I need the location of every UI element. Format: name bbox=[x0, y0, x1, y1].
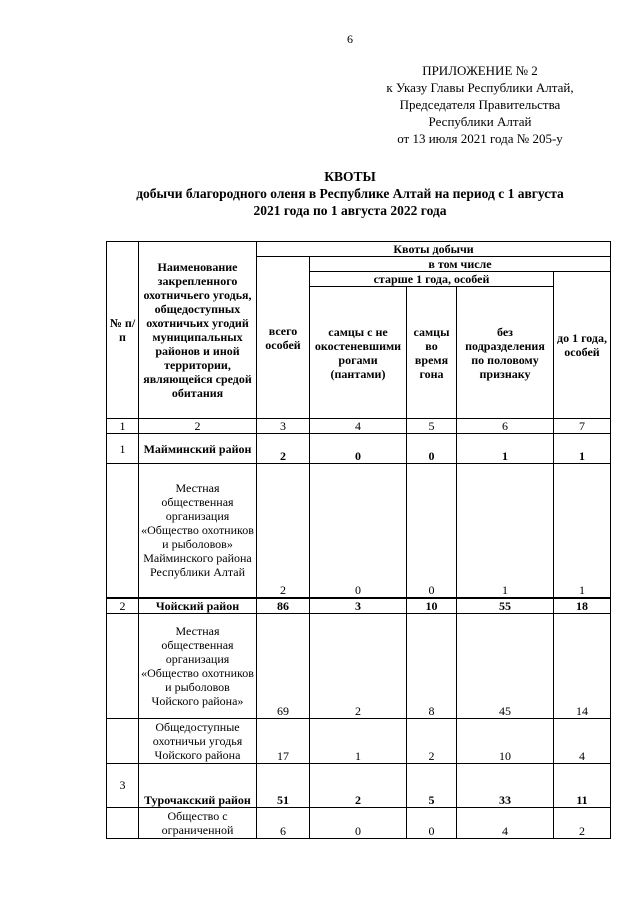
column-number: 4 bbox=[310, 419, 407, 434]
header-including: в том числе bbox=[310, 257, 611, 272]
row-males-rut: 0 bbox=[407, 807, 457, 838]
row-no-sex: 1 bbox=[457, 434, 554, 464]
row-num: 3 bbox=[107, 763, 139, 807]
row-under-one: 1 bbox=[554, 434, 611, 464]
row-males-antlers: 3 bbox=[310, 598, 407, 614]
header-total: всего особей bbox=[257, 257, 310, 419]
table-row bbox=[107, 464, 611, 598]
header-name: Наименование закрепленного охотничьего угодья, общедоступных охотничьих угодий муниципальных районов и иной территории, являющейся средой обитания bbox=[139, 242, 257, 419]
row-total: 51 bbox=[257, 763, 310, 807]
row-no-sex: 55 bbox=[457, 598, 554, 614]
header-males-antlers: самцы с не окостеневшими рогами (пантами) bbox=[310, 287, 407, 419]
row-under-one: 18 bbox=[554, 598, 611, 614]
row-total: 2 bbox=[257, 434, 310, 464]
header-older: старше 1 года, особей bbox=[310, 272, 554, 287]
row-num bbox=[107, 807, 139, 838]
column-number: 6 bbox=[457, 419, 554, 434]
row-num: 2 bbox=[107, 598, 139, 614]
title-heading: КВОТЫ bbox=[324, 169, 376, 184]
row-no-sex: 45 bbox=[457, 613, 554, 718]
row-males-antlers: 2 bbox=[310, 763, 407, 807]
row-no-sex: 1 bbox=[457, 464, 554, 598]
row-num bbox=[107, 613, 139, 718]
row-males-rut: 10 bbox=[407, 598, 457, 614]
document-title bbox=[100, 168, 600, 219]
row-total: 6 bbox=[257, 807, 310, 838]
header-under-one: до 1 года, особей bbox=[554, 272, 611, 419]
row-no-sex: 10 bbox=[457, 718, 554, 763]
row-num: 1 bbox=[107, 434, 139, 464]
appendix-line: Республики Алтай bbox=[428, 114, 532, 129]
row-under-one: 2 bbox=[554, 807, 611, 838]
column-number: 5 bbox=[407, 419, 457, 434]
appendix-line: от 13 июля 2021 года № 205-у bbox=[397, 131, 563, 146]
row-under-one: 4 bbox=[554, 718, 611, 763]
row-name: Чойский район bbox=[139, 598, 257, 614]
row-num bbox=[107, 464, 139, 598]
column-number: 1 bbox=[107, 419, 139, 434]
appendix-line: ПРИЛОЖЕНИЕ № 2 bbox=[422, 63, 538, 78]
row-males-antlers: 1 bbox=[310, 718, 407, 763]
column-number: 2 bbox=[139, 419, 257, 434]
table-row bbox=[107, 598, 611, 614]
title-period: 2021 года по 1 августа 2022 года bbox=[253, 203, 447, 218]
quota-table bbox=[106, 241, 611, 839]
row-males-rut: 0 bbox=[407, 434, 457, 464]
row-males-rut: 8 bbox=[407, 613, 457, 718]
row-name: Местная общественная организация «Общество охотников и рыболовов Чойского района» bbox=[139, 613, 257, 718]
row-total: 17 bbox=[257, 718, 310, 763]
header-males-rut: самцы во время гона bbox=[407, 287, 457, 419]
row-no-sex: 4 bbox=[457, 807, 554, 838]
row-total: 86 bbox=[257, 598, 310, 614]
row-males-rut: 0 bbox=[407, 464, 457, 598]
appendix-block bbox=[330, 62, 630, 147]
column-number: 7 bbox=[554, 419, 611, 434]
row-name: Местная общественная организация «Общество охотников и рыболовов» Майминского района Республики Алтай bbox=[139, 464, 257, 598]
header-num: № п/п bbox=[107, 242, 139, 419]
row-total: 69 bbox=[257, 613, 310, 718]
table-row bbox=[107, 718, 611, 763]
row-males-rut: 2 bbox=[407, 718, 457, 763]
row-num bbox=[107, 718, 139, 763]
table-row bbox=[107, 763, 611, 807]
row-name: Общедоступные охотничьи угодья Чойского района bbox=[139, 718, 257, 763]
appendix-line: к Указу Главы Республики Алтай, bbox=[386, 80, 574, 95]
row-name: Турочакский район bbox=[139, 763, 257, 807]
row-under-one: 11 bbox=[554, 763, 611, 807]
row-name: Общество с ограниченной bbox=[139, 807, 257, 838]
row-males-antlers: 2 bbox=[310, 613, 407, 718]
row-no-sex: 33 bbox=[457, 763, 554, 807]
row-under-one: 14 bbox=[554, 613, 611, 718]
table-row bbox=[107, 807, 611, 838]
column-numbers-row bbox=[107, 419, 611, 434]
row-name: Майминский район bbox=[139, 434, 257, 464]
page-number: 6 bbox=[347, 32, 353, 46]
table-row bbox=[107, 613, 611, 718]
title-subtitle: добычи благородного оленя в Республике Алтай на период с 1 августа bbox=[136, 186, 564, 201]
row-under-one: 1 bbox=[554, 464, 611, 598]
header-no-sex: без подразделения по половому признаку bbox=[457, 287, 554, 419]
row-males-rut: 5 bbox=[407, 763, 457, 807]
row-males-antlers: 0 bbox=[310, 434, 407, 464]
table-row bbox=[107, 434, 611, 464]
header-quotas: Квоты добычи bbox=[257, 242, 611, 257]
column-number: 3 bbox=[257, 419, 310, 434]
appendix-line: Председателя Правительства bbox=[399, 97, 561, 112]
row-males-antlers: 0 bbox=[310, 464, 407, 598]
row-total: 2 bbox=[257, 464, 310, 598]
row-males-antlers: 0 bbox=[310, 807, 407, 838]
